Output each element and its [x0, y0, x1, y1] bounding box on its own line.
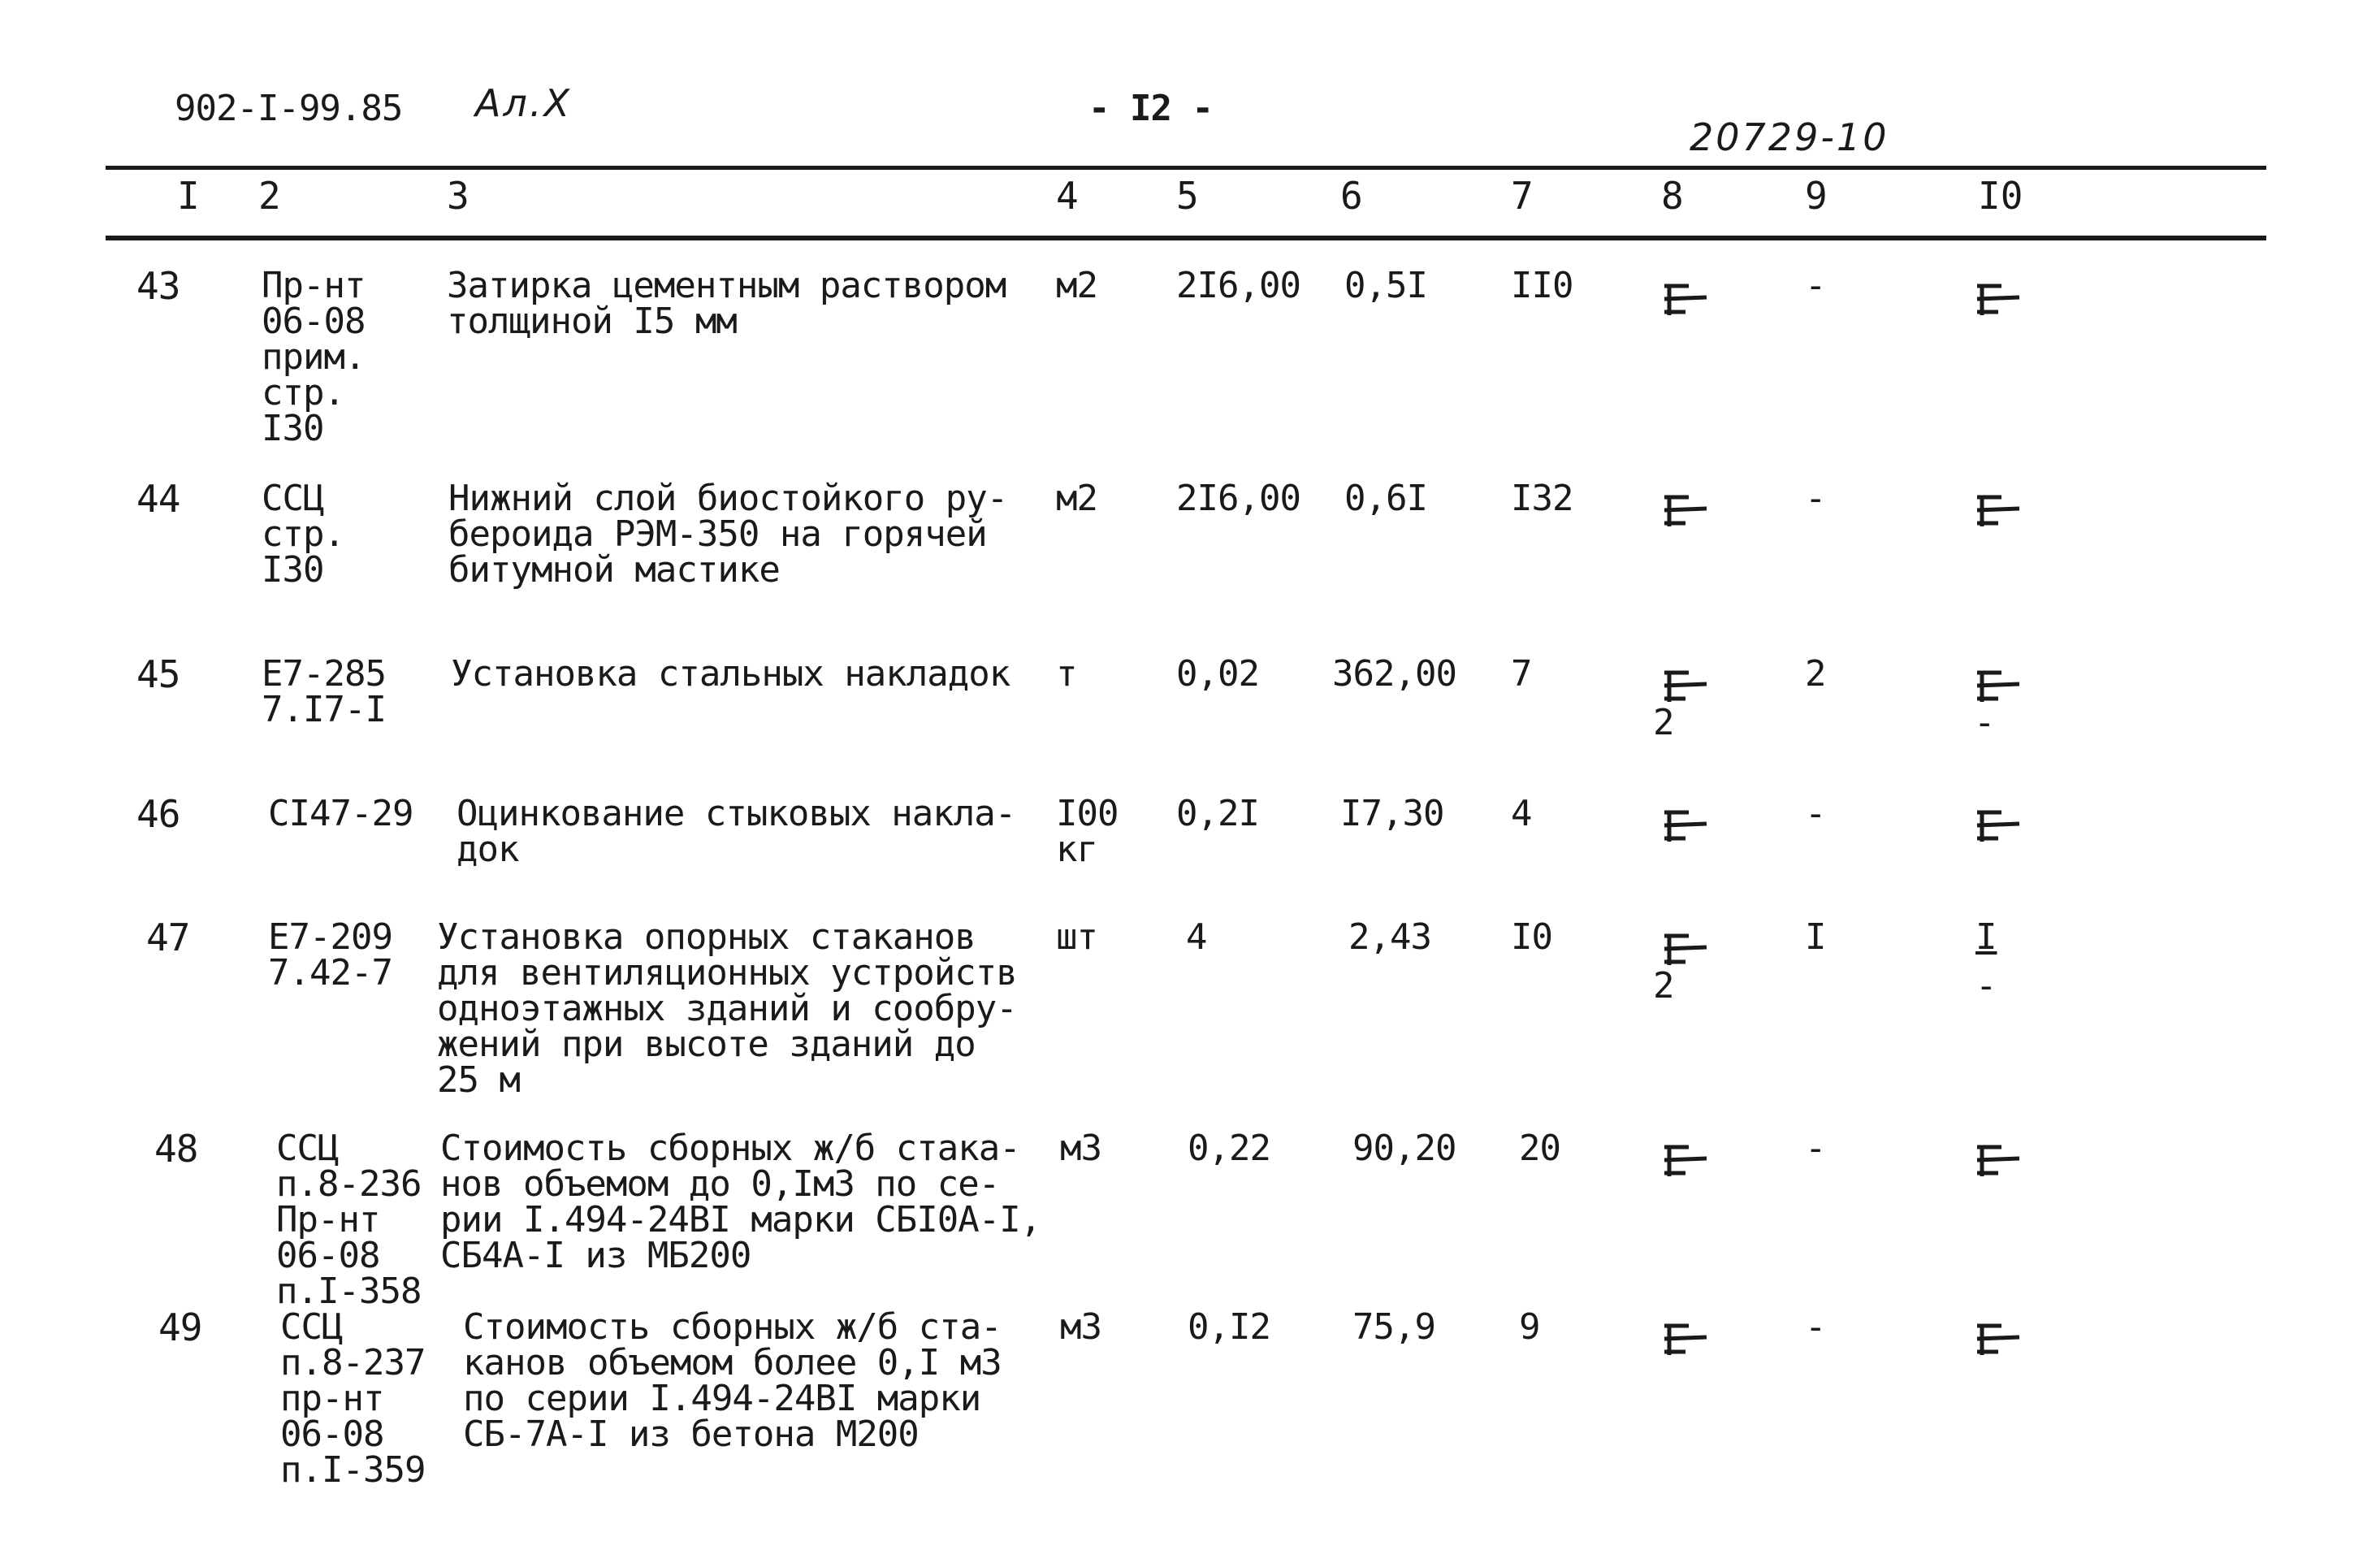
work-description: Стоимость сборных ж/б стака- нов объемом до 0,Iм3 по се- рии I.494-24ВI марки СБI0А-I, СБ4А-I из МБ200 — [440, 1128, 1041, 1276]
unit-price: I7,30 — [1340, 793, 1444, 834]
unit-price: 90,20 — [1352, 1128, 1456, 1169]
table-top-rule — [106, 166, 2266, 170]
norm-code: ССЦ стр. I30 — [262, 478, 344, 591]
quantity: 0,02 — [1176, 653, 1259, 695]
total-cost: I32 — [1511, 478, 1573, 519]
ditto-mark-icon — [1974, 281, 2023, 318]
quantity: 0,22 — [1188, 1128, 1270, 1169]
unit-price: 0,5I — [1344, 265, 1427, 306]
norm-code: Е7-209 7.42-7 — [268, 916, 392, 994]
column-number: 3 — [447, 174, 470, 218]
column-number: 4 — [1056, 174, 1079, 218]
quantity: 0,I2 — [1188, 1306, 1270, 1348]
column-number: 2 — [258, 174, 281, 218]
work-description: Оцинкование стыковых накла- док — [457, 793, 1016, 870]
row-number: 43 — [136, 264, 180, 308]
table-header-rule — [106, 236, 2266, 240]
row-number: 49 — [158, 1305, 202, 1349]
unit: м2 — [1056, 478, 1097, 519]
unit: т — [1056, 653, 1077, 695]
quantity: 4 — [1186, 916, 1207, 958]
unit-price: 362,00 — [1332, 653, 1456, 695]
quantity: 2I6,00 — [1176, 478, 1300, 519]
row-number: 47 — [146, 916, 190, 959]
column-number: 8 — [1661, 174, 1684, 218]
column-number: 6 — [1340, 174, 1363, 218]
ditto-mark-icon — [1661, 281, 1710, 318]
ditto-mark-icon — [1661, 1142, 1710, 1180]
unit: м2 — [1056, 265, 1097, 306]
column-8-value: 2 — [1653, 965, 1675, 1007]
work-description: Установка опорных стаканов для вентиляционных устройств одноэтажных зданий и сообру- жений при высоте зданий до 25 м — [437, 916, 1017, 1101]
norm-code: Е7-285 7.I7-I — [262, 653, 386, 730]
total-cost: 4 — [1511, 793, 1532, 834]
unit-price: 75,9 — [1352, 1306, 1435, 1348]
row-number: 48 — [154, 1127, 198, 1171]
total-cost: I0 — [1511, 916, 1552, 958]
total-cost: 20 — [1519, 1128, 1560, 1169]
quantity: 0,2I — [1176, 793, 1259, 834]
work-description: Нижний слой биостойкого ру- бероида РЭМ-350 на горячей битумной мастике — [448, 478, 1008, 591]
row-number: 44 — [136, 477, 180, 521]
norm-code: ССЦ п.8-237 пр-нт 06-08 п.I-359 — [280, 1306, 426, 1491]
column-8-value: 2 — [1653, 702, 1675, 743]
work-description: Затирка цементным раствором толщиной I5 мм — [447, 265, 1006, 342]
row-number: 45 — [136, 652, 180, 696]
unit: I00 кг — [1056, 793, 1119, 870]
total-cost: 9 — [1519, 1306, 1540, 1348]
unit: м3 — [1060, 1306, 1101, 1348]
column-number: 5 — [1176, 174, 1199, 218]
album-number: Ал.Х — [475, 81, 573, 125]
document-code: 902-I-99.85 — [175, 88, 403, 129]
ditto-mark-icon — [1974, 1321, 2023, 1358]
ditto-mark-icon — [1661, 492, 1710, 530]
column-number: I — [177, 174, 200, 218]
norm-code: ССЦ п.8-236 Пр-нт 06-08 п.I-358 — [276, 1128, 422, 1312]
column-9-value: - — [1805, 1306, 1826, 1348]
unit: шт — [1056, 916, 1097, 958]
ditto-mark-icon — [1661, 1321, 1710, 1358]
norm-code: Пр-нт 06-08 прим. стр. I30 — [262, 265, 366, 449]
page-number: - I2 - — [1088, 88, 1213, 129]
column-9-value: - — [1805, 793, 1826, 834]
ditto-mark-icon — [1661, 668, 1710, 705]
norm-code: СI47-29 — [268, 793, 413, 834]
ditto-mark-icon — [1974, 492, 2023, 530]
ditto-mark-icon — [1661, 807, 1710, 845]
total-cost: II0 — [1511, 265, 1573, 306]
column-10-value: - — [1974, 702, 1996, 743]
column-number: 7 — [1511, 174, 1534, 218]
column-9-value: - — [1805, 1128, 1826, 1169]
total-cost: 7 — [1511, 653, 1532, 695]
quantity: 2I6,00 — [1176, 265, 1300, 306]
column-number: I0 — [1978, 174, 2023, 218]
column-number: 9 — [1805, 174, 1828, 218]
column-10-value: - — [1975, 965, 1997, 1007]
ditto-mark-icon — [1974, 668, 2023, 705]
work-description: Установка стальных накладок — [451, 653, 1010, 695]
unit: м3 — [1060, 1128, 1101, 1169]
inventory-number: 20729-10 — [1690, 115, 1889, 159]
column-9-value: 2 — [1805, 653, 1826, 695]
ditto-mark-icon — [1974, 807, 2023, 845]
work-description: Стоимость сборных ж/б ста- канов объемом более 0,I м3 по серии I.494-24ВI марки СБ-7А-I из бетона М200 — [463, 1306, 1002, 1455]
unit-price: 2,43 — [1348, 916, 1431, 958]
column-9-value: - — [1805, 265, 1826, 306]
unit-price: 0,6I — [1344, 478, 1427, 519]
column-10-value: I — [1975, 916, 1997, 958]
column-9-value: I — [1805, 916, 1826, 958]
ditto-mark-icon — [1974, 1142, 2023, 1180]
row-number: 46 — [136, 792, 180, 836]
ditto-mark-icon — [1661, 931, 1710, 968]
column-9-value: - — [1805, 478, 1826, 519]
